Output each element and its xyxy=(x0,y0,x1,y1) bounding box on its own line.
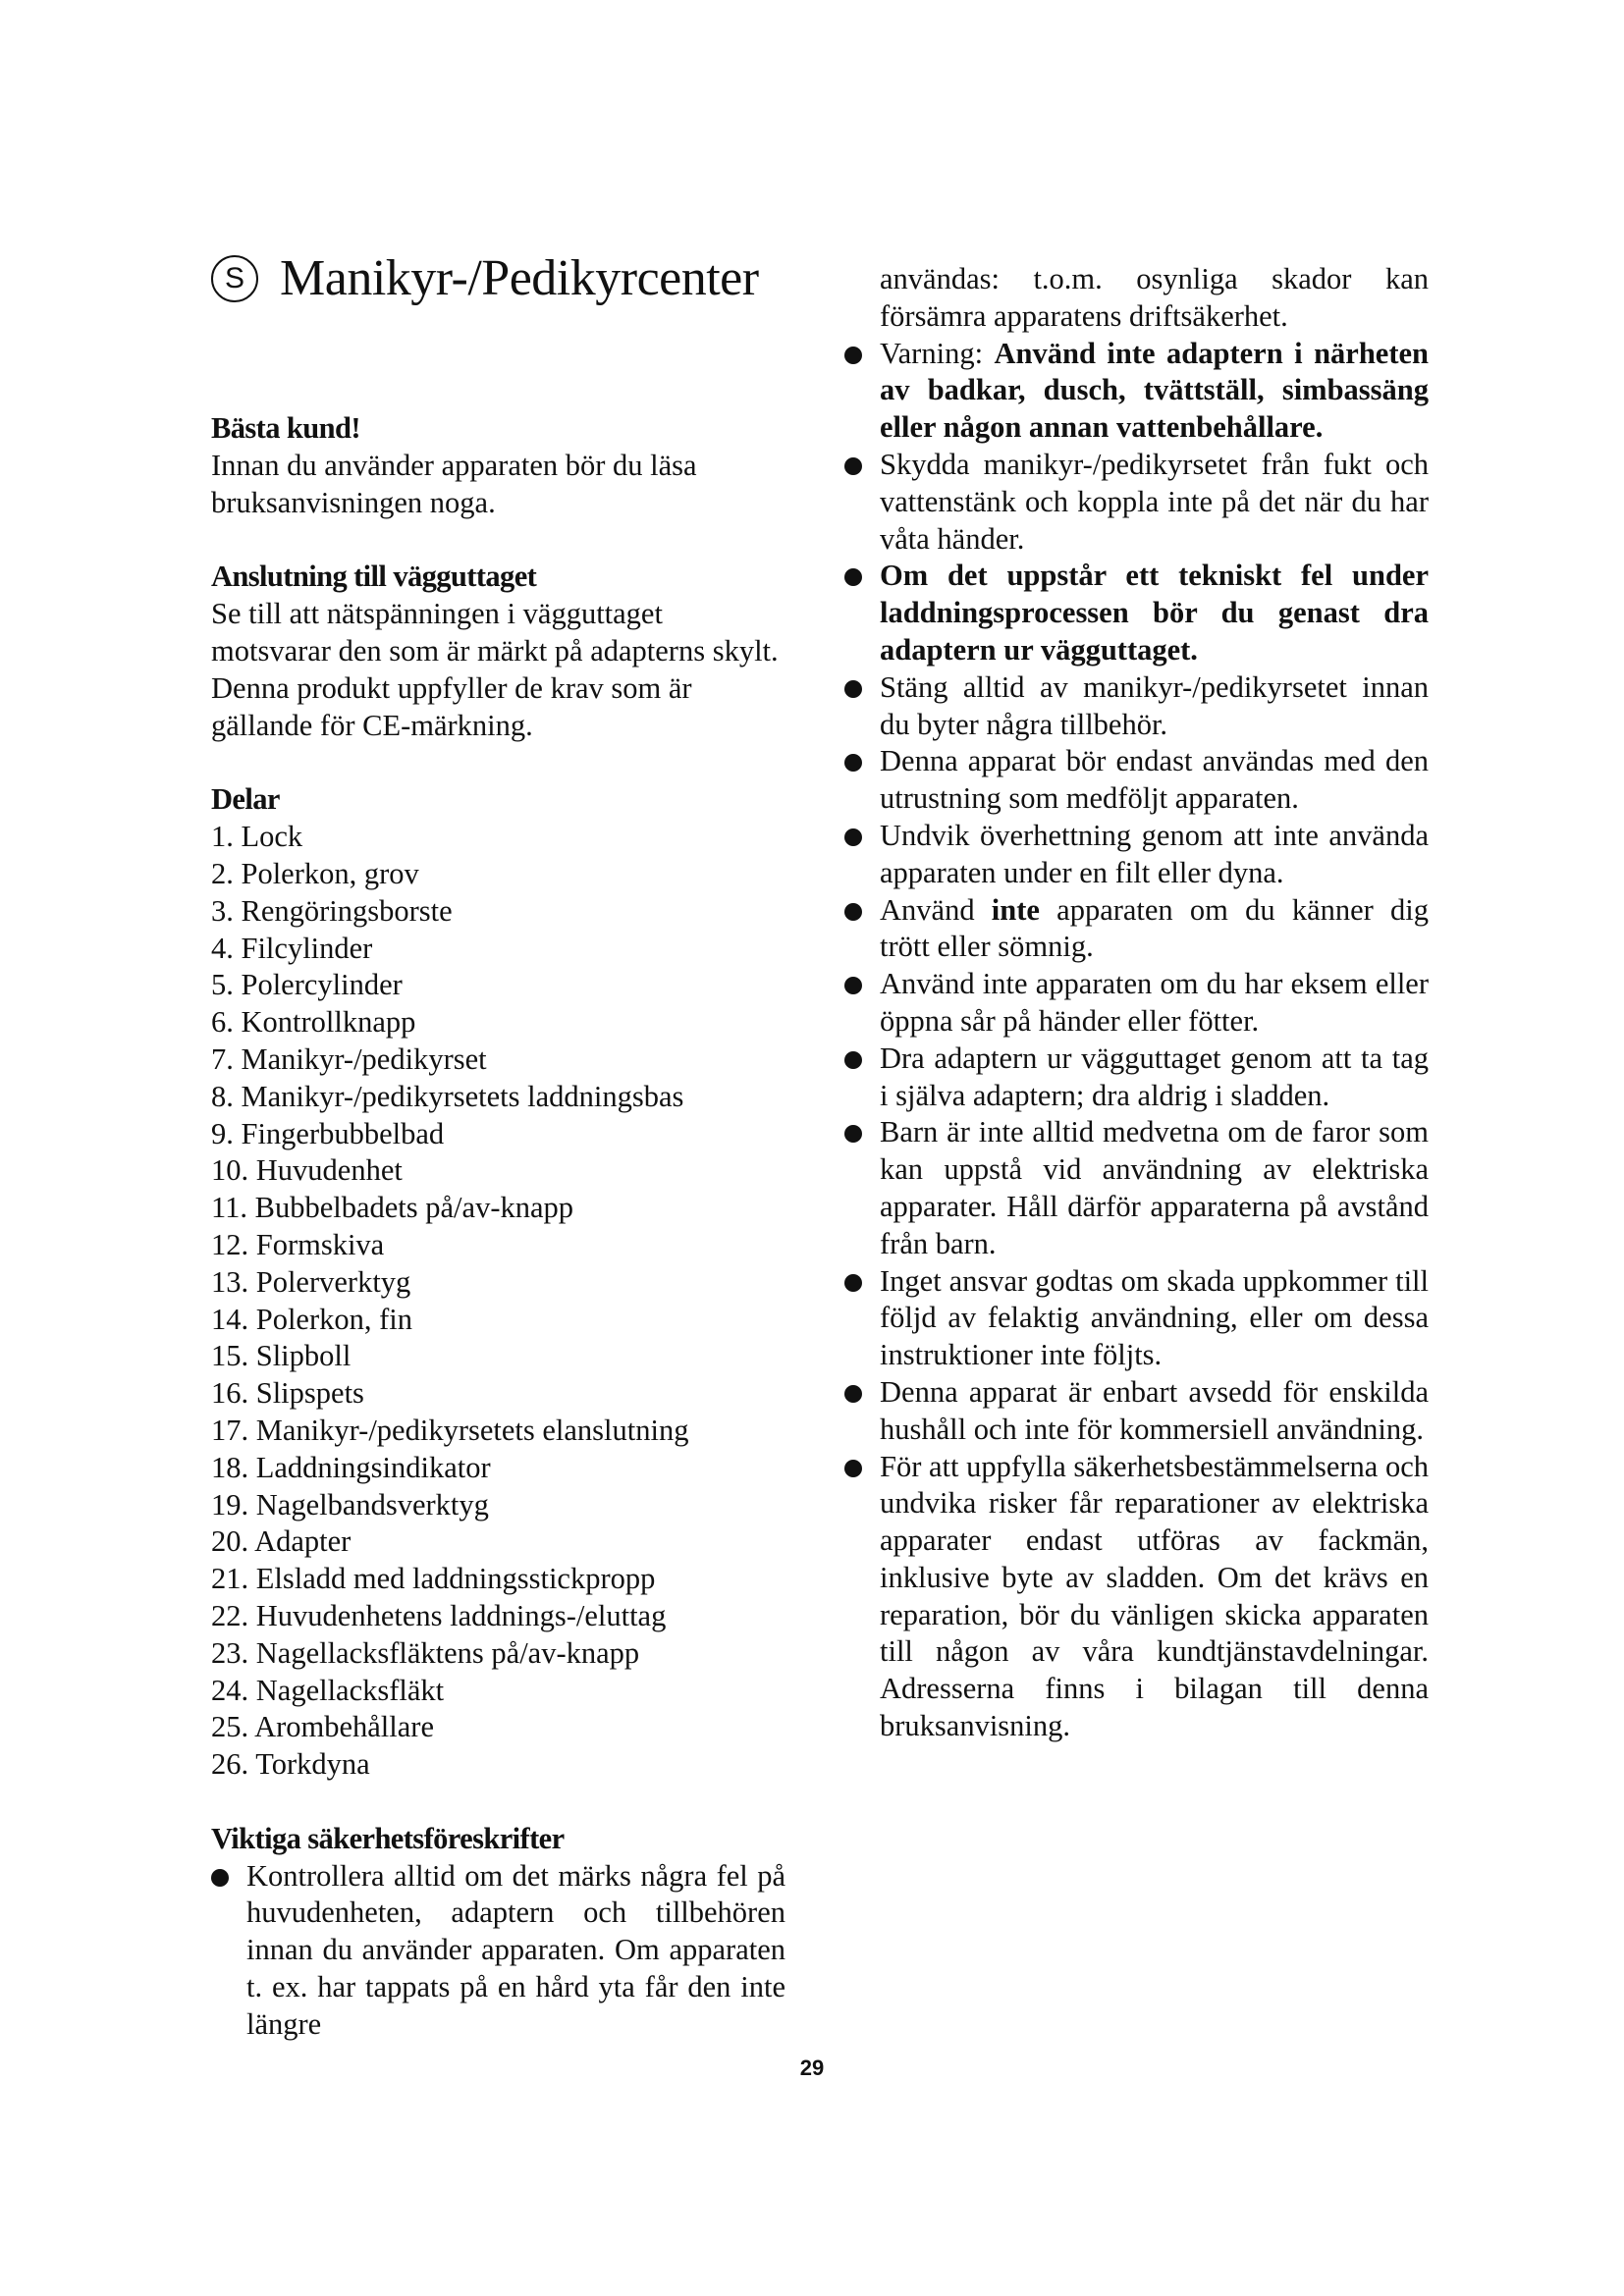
bullet-dot-icon xyxy=(844,568,862,586)
list-item: 20. Adapter xyxy=(211,1524,352,1559)
bullet-dot-icon xyxy=(211,1869,229,1887)
list-item: 14. Polerkon, fin xyxy=(211,1302,413,1336)
bullet-dot-icon xyxy=(844,903,862,921)
bullet-dot-icon xyxy=(844,1125,862,1143)
list-item: 16. Slipspets xyxy=(211,1376,364,1411)
list-item: 19. Nagelbandsverktyg xyxy=(211,1487,489,1522)
parts-heading: Delar xyxy=(211,782,280,817)
page-number: 29 xyxy=(799,2056,825,2080)
list-item: 12. Formskiva xyxy=(211,1227,385,1261)
list-item: 18. Laddningsindikator xyxy=(211,1450,491,1484)
safety-heading: Viktiga säkerhetsföreskrifter xyxy=(211,1821,565,1855)
connection-heading: Anslutning till vägguttaget xyxy=(211,560,537,594)
list-item: 4. Filcylinder xyxy=(211,931,373,965)
safety-bullet xyxy=(211,1858,785,2044)
right-body xyxy=(844,261,1429,1745)
safety-bullet xyxy=(844,966,1429,1041)
safety-bullet xyxy=(844,1114,1429,1262)
bullet-dot-icon xyxy=(844,1274,862,1292)
list-item: 6. Kontrollknapp xyxy=(211,1005,416,1040)
list-item: 9. Fingerbubbelbad xyxy=(211,1116,445,1150)
intro-text: Innan du använder apparaten bör du läsa bruksanvisningen noga. xyxy=(211,448,697,519)
bullet-dot-icon xyxy=(844,1460,862,1477)
bullet-text: Barn är inte alltid medvetna om de faror som kan uppstå vid användning av elektriska apparater. Håll därför apparaterna på avstånd från barn. xyxy=(880,1115,1429,1260)
bullet-text: Använd inte apparaten om du har eksem eller öppna sår på händer eller fötter. xyxy=(880,967,1429,1038)
list-item: 25. Arombehållare xyxy=(211,1710,434,1744)
parts-list xyxy=(211,819,785,1784)
safety-bullet xyxy=(844,558,1429,668)
page-title-text: Manikyr-/Pedikyrcenter xyxy=(280,250,759,306)
bullet-emphasis: inte xyxy=(991,892,1040,927)
list-item: 23. Nagellacksfläktens på/av-knapp xyxy=(211,1635,640,1670)
bullet-text: Denna apparat bör endast användas med den utrustning som medföljt apparaten. xyxy=(880,744,1429,816)
safety-bullet xyxy=(844,447,1429,558)
bullet-text: Denna apparat är enbart avsedd för enskilda hushåll och inte för kommersiell användning. xyxy=(880,1374,1429,1446)
bullet-text: Inget ansvar godtas om skada uppkommer till följd av felaktig användning, eller om dessa instruktioner inte följts. xyxy=(880,1263,1429,1372)
list-item: 26. Torkdyna xyxy=(211,1747,370,1782)
language-badge-icon: S xyxy=(211,255,258,302)
list-item: 21. Elsladd med laddningsstickpropp xyxy=(211,1562,656,1596)
list-item: 24. Nagellacksfläkt xyxy=(211,1673,445,1707)
bullet-dot-icon xyxy=(844,457,862,475)
safety-bullet xyxy=(844,1449,1429,1745)
bullet-dot-icon xyxy=(844,1385,862,1403)
bullet-text: Dra adaptern ur vägguttaget genom att ta tag i själva adaptern; dra aldrig i sladden. xyxy=(880,1041,1429,1112)
safety-bullet xyxy=(844,1041,1429,1115)
bullet-text: apparaten om du känner dig trött eller sömnig. xyxy=(880,892,1429,964)
bullet-text: Undvik överhettning genom att inte använda apparaten under en filt eller dyna. xyxy=(880,818,1429,889)
list-item: 7. Manikyr-/pedikyrset xyxy=(211,1041,487,1076)
warning-prefix: Varning: xyxy=(880,336,995,370)
bullet-text: För att uppfylla säkerhetsbestämmelserna och undvika risker får reparationer av elektriska apparater endast utföras av fackmän, inklusive byte av sladden. Om det krävs en reparation, bör du vänligen skicka apparaten till någon av våra kundtjänstavdelningar. Adresserna finns i bilagan till denna bruksanvisning. xyxy=(880,1449,1429,1743)
bullet-dot-icon xyxy=(844,828,862,846)
safety-bullet xyxy=(844,1374,1429,1449)
safety-bullet xyxy=(844,892,1429,967)
bullet-dot-icon xyxy=(844,1051,862,1069)
bullet-text: Skydda manikyr-/pedikyrsetet från fukt och vattenstänk och koppla inte på det när du har våta händer. xyxy=(880,447,1429,556)
list-item: 22. Huvudenhetens laddnings-/eluttag xyxy=(211,1598,667,1632)
list-item: 3. Rengöringsborste xyxy=(211,893,453,928)
safety-bullet xyxy=(844,818,1429,892)
bullet-text: Stäng alltid av manikyr-/pedikyrsetet innan du byter några tillbehör. xyxy=(880,669,1429,741)
bullet-text: Kontrollera alltid om det märks några fel på huvudenheten, adaptern och tillbehören innan du använder apparaten. Om apparaten t. ex. har tappats på en hård yta får den inte längre xyxy=(246,1858,785,2041)
list-item: 2. Polerkon, grov xyxy=(211,856,419,890)
safety-bullet xyxy=(844,1263,1429,1374)
bullet-dot-icon xyxy=(844,754,862,772)
bullet-dot-icon xyxy=(844,347,862,364)
left-body xyxy=(211,410,785,2044)
list-item: 15. Slipboll xyxy=(211,1339,352,1373)
list-item: 17. Manikyr-/pedikyrsetets elanslutning xyxy=(211,1413,689,1447)
safety-bullet xyxy=(844,743,1429,818)
list-item: 10. Huvudenhet xyxy=(211,1153,403,1188)
bullet-text: Använd xyxy=(880,892,992,927)
bullet-dot-icon xyxy=(844,977,862,994)
connection-text: Se till att nätspänningen i vägguttaget motsvarar den som är märkt på adapterns skylt. Denna produkt uppfyller de krav som är gällande för CE-märkning. xyxy=(211,597,779,742)
safety-bullet xyxy=(844,336,1429,447)
list-item: 13. Polerverktyg xyxy=(211,1264,411,1299)
safety-bullet xyxy=(844,669,1429,744)
list-item: 1. Lock xyxy=(211,820,303,854)
list-item: 5. Polercylinder xyxy=(211,968,403,1002)
greeting: Bästa kund! xyxy=(211,411,360,445)
warning-text: Använd inte adaptern i närheten av badkar, dusch, tvättställ, simbassäng eller någon annan vattenbehållare. xyxy=(880,336,1430,445)
bullet-text: Om det uppstår ett tekniskt fel under laddningsprocessen bör du genast dra adaptern ur vägguttaget. xyxy=(880,559,1429,667)
list-item: 11. Bubbelbadets på/av-knapp xyxy=(211,1191,574,1225)
page-title xyxy=(211,250,800,306)
bullet-dot-icon xyxy=(844,680,862,698)
bullet-continuation: användas: t.o.m. osynliga skador kan försämra apparatens driftsäkerhet. xyxy=(880,262,1429,333)
list-item: 8. Manikyr-/pedikyrsetets laddningsbas xyxy=(211,1079,684,1113)
